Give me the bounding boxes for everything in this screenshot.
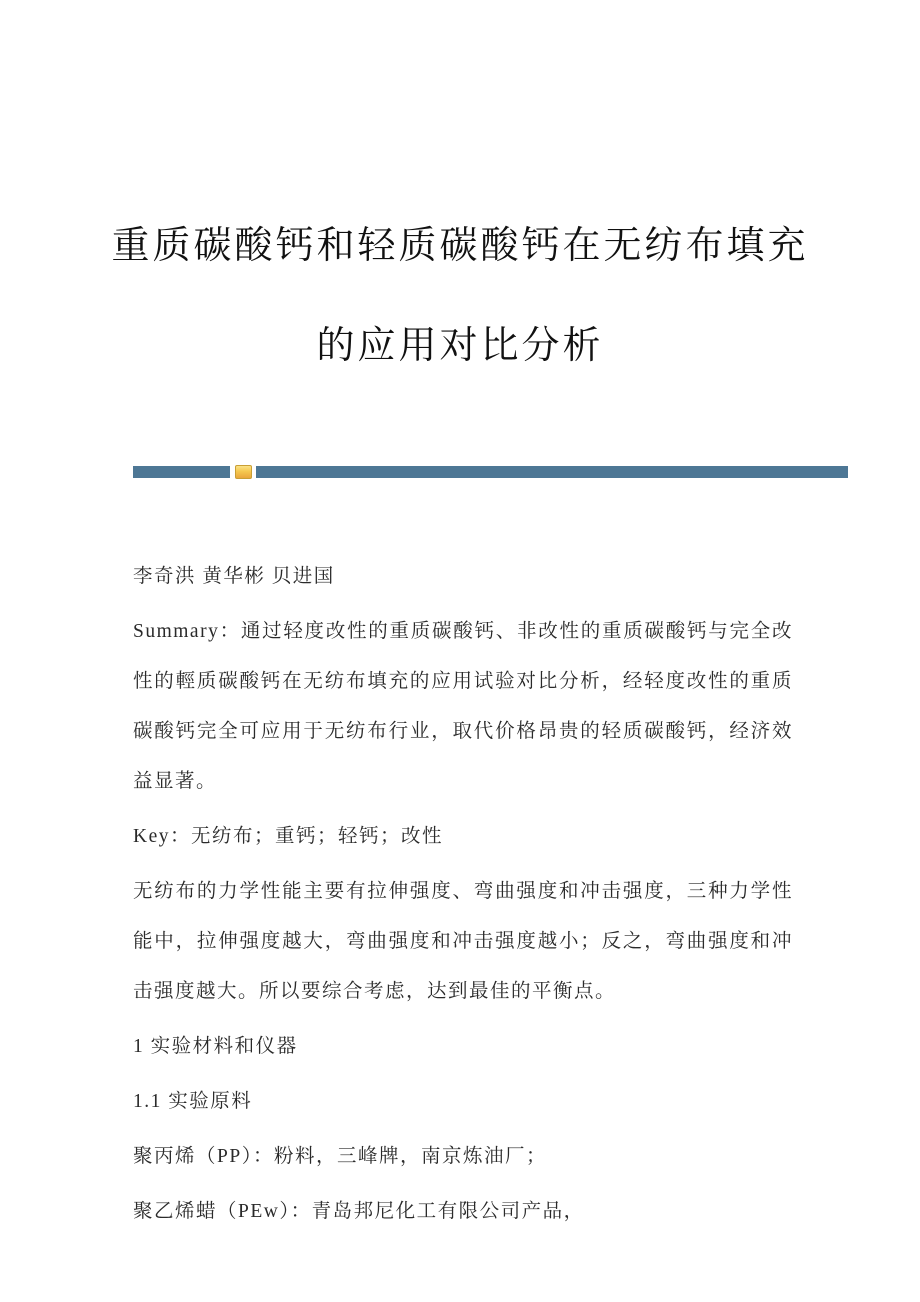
title-divider [133,466,848,478]
divider-icon-gap [230,463,256,481]
divider-bar-left [133,466,230,478]
authors-line: 李奇洪 黄华彬 贝进国 [133,566,335,587]
material-item-pew: 聚乙烯蜡（PEw）：青岛邦尼化工有限公司产品， [133,1201,585,1222]
summary-paragraph: Summary：通过轻度改性的重质碳酸钙、非改性的重质碳酸钙与完全改性的輕质碳酸钙在无纺布填充的应用试验对比分析，经轻度改性的重质碳酸钙完全可应用于无纺布行业，取代价格昂贵的轻质碳酸钙，经济效益显著。 [133,621,793,792]
divider-bar-right [256,466,848,478]
article-title [0,0,920,396]
article-title-line-1: 重质碳酸钙和轻质碳酸钙在无纺布填充 [111,225,809,267]
material-item-pp: 聚丙烯（PP）：粉料，三峰牌，南京炼油厂； [133,1146,547,1167]
gold-seal-icon [235,465,252,479]
article-body [133,552,793,1242]
article-title-line-2: 的应用对比分析 [316,325,604,367]
section-1-heading: 1 实验材料和仪器 [133,1036,298,1057]
section-1-1-heading: 1.1 实验原料 [133,1091,253,1112]
intro-paragraph: 无纺布的力学性能主要有拉伸强度、弯曲强度和冲击强度，三种力学性能中，拉伸强度越大，弯曲强度和冲击强度越小；反之，弯曲强度和冲击强度越大。所以要综合考虑，达到最佳的平衡点。 [133,881,793,1002]
keywords-line: Key：无纺布；重钙；轻钙；改性 [133,826,443,847]
